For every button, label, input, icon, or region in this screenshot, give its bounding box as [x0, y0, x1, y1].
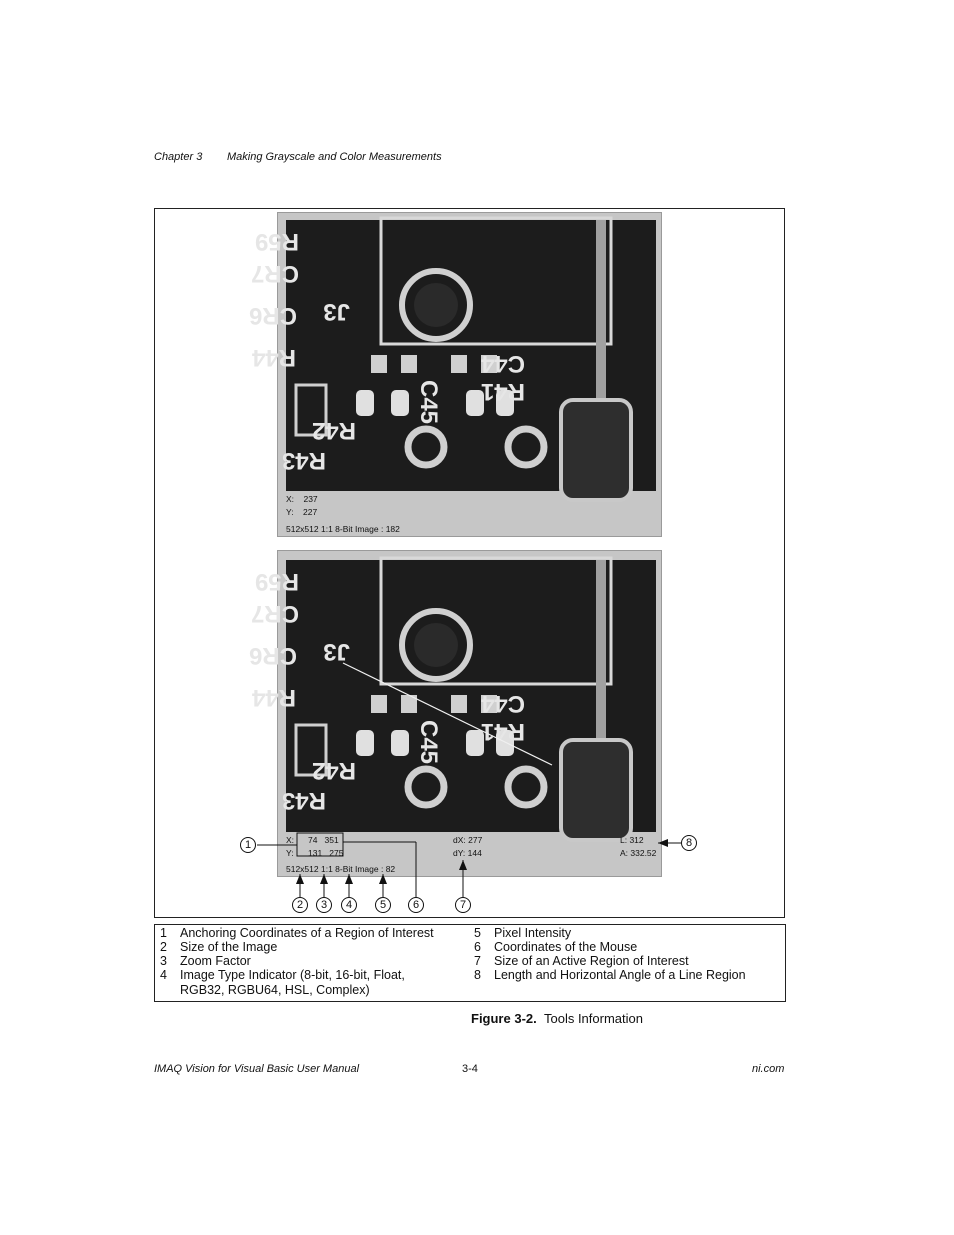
pcb-label: R43	[281, 787, 326, 814]
pcb-label: C44	[480, 350, 525, 377]
roi-x-values: 74 351	[308, 835, 339, 845]
running-header-title: Making Grayscale and Color Measurements	[227, 151, 442, 163]
roi-dy: dY: 144	[453, 848, 482, 858]
callout-7: 7	[455, 897, 471, 913]
mouse-x-readout: X: 237	[286, 494, 318, 504]
pcb-label: R41	[480, 378, 525, 405]
roi-y-label: Y:	[286, 848, 294, 858]
running-header-chapter: Chapter 3	[154, 151, 203, 163]
pcb-label: J3	[323, 298, 350, 325]
figure-legend	[154, 924, 786, 1002]
callout-6: 6	[408, 897, 424, 913]
pcb-label: C45	[415, 380, 442, 425]
callout-2: 2	[292, 897, 308, 913]
footer-manual-title: IMAQ Vision for Visual Basic User Manual	[154, 1063, 360, 1075]
pcb-label: R44	[251, 344, 296, 371]
line-angle: A: 332.52	[620, 848, 657, 858]
mouse-y-readout: Y: 227	[286, 507, 318, 517]
callout-5: 5	[375, 897, 391, 913]
pcb-label: CR6	[248, 302, 297, 329]
pcb-label: CR7	[250, 600, 299, 627]
pcb-label: CR7	[250, 260, 299, 287]
image-info-readout: 512x512 1:1 8-Bit Image : 182	[286, 524, 400, 534]
pcb-label: R41	[480, 718, 525, 745]
pcb-label: C44	[480, 690, 525, 717]
legend-item: 8 Length and Horizontal Angle of a Line Region	[474, 968, 746, 982]
legend-item: 5 Pixel Intensity	[474, 926, 572, 940]
roi-y-values: 131 275	[308, 848, 344, 858]
footer-website: ni.com	[752, 1063, 785, 1075]
footer-page-number: 3-4	[462, 1063, 478, 1075]
legend-item: 3 Zoom Factor	[160, 954, 251, 968]
legend-item: 2 Size of the Image	[160, 940, 278, 954]
figure-caption	[471, 1011, 643, 1026]
pcb-label: R42	[311, 757, 356, 784]
pcb-label: R42	[311, 417, 356, 444]
legend-item: 7 Size of an Active Region of Interest	[474, 954, 689, 968]
callout-1: 1	[240, 837, 256, 853]
callout-4: 4	[341, 897, 357, 913]
callout-3: 3	[316, 897, 332, 913]
callout-8: 8	[681, 835, 697, 851]
legend-item: 1 Anchoring Coordinates of a Region of Interest	[160, 926, 434, 940]
legend-item: 4 Image Type Indicator (8-bit, 16-bit, Float,	[160, 968, 405, 982]
legend-item: 6 Coordinates of the Mouse	[474, 940, 638, 954]
pcb-label: R59	[254, 228, 299, 255]
pcb-label: R44	[251, 684, 296, 711]
roi-dx: dX: 277	[453, 835, 483, 845]
pcb-label: CR6	[248, 642, 297, 669]
line-length: L: 312	[620, 835, 644, 845]
pcb-label: R43	[281, 447, 326, 474]
pcb-label: J3	[323, 638, 350, 665]
pcb-label: C45	[415, 720, 442, 765]
figure-caption-label: Figure 3-2.	[471, 1011, 537, 1026]
image-info-readout: 512x512 1:1 8-Bit Image : 82	[286, 864, 396, 874]
pcb-label: R59	[254, 568, 299, 595]
roi-x-label: X:	[286, 835, 295, 845]
figure-caption-text: Tools Information	[543, 1011, 643, 1026]
legend-item: RGB32, RGBU64, HSL, Complex)	[180, 983, 370, 997]
